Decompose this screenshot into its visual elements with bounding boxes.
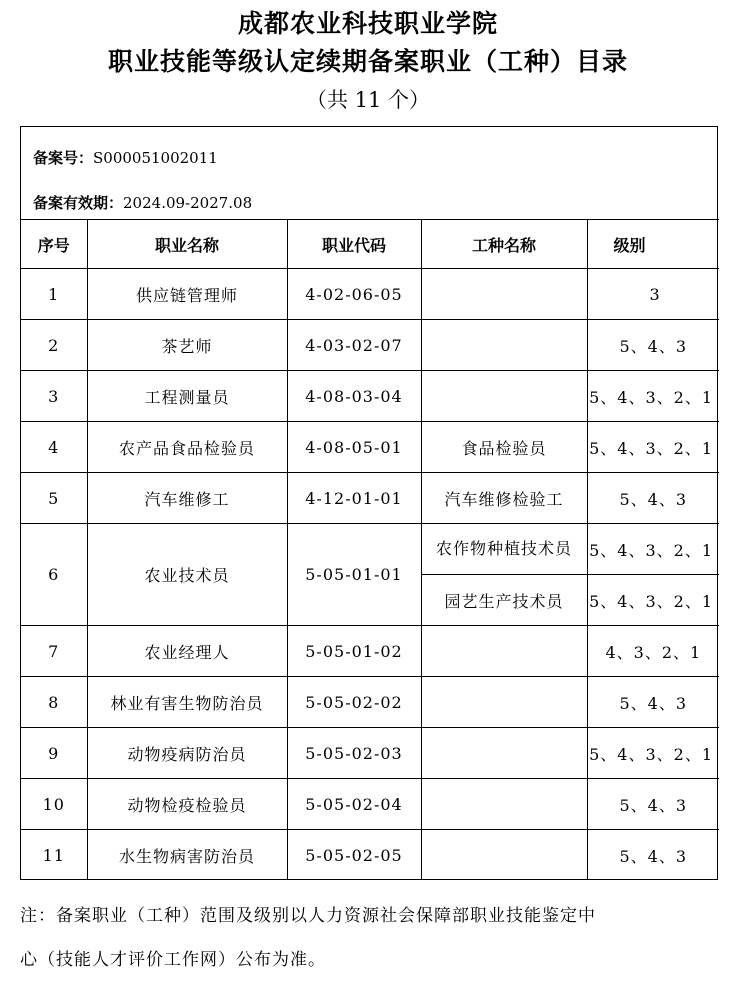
table-row [21, 269, 719, 320]
filing-validity-value: 2024.09-2027.08 [123, 194, 253, 212]
level: 5、4、3、2、1 [587, 524, 719, 575]
occupation-name: 农业经理人 [87, 626, 287, 677]
level: 5、4、3、2、1 [587, 728, 719, 779]
filing-validity [33, 192, 252, 213]
row-number: 9 [21, 728, 87, 779]
level: 4、3、2、1 [587, 626, 719, 677]
row-number: 7 [21, 626, 87, 677]
trade-name [421, 269, 587, 320]
table-row [21, 473, 719, 524]
row-number: 3 [21, 371, 87, 422]
level: 3 [587, 269, 719, 320]
row-number: 8 [21, 677, 87, 728]
footnote-line-1: 注：备案职业（工种）范围及级别以人力资源社会保障部职业技能鉴定中 [20, 906, 596, 926]
occupation-code: 4-03-02-07 [287, 320, 421, 371]
row-number: 11 [21, 830, 87, 881]
occupation-name: 水生物病害防治员 [87, 830, 287, 881]
item-count: （共 11 个） [305, 88, 431, 112]
table-row [21, 524, 719, 575]
document-title: 成都农业科技职业学院 [237, 9, 498, 38]
table-row [21, 626, 719, 677]
filing-number-label: 备案号： [33, 149, 94, 167]
occupation-code: 4-08-03-04 [287, 371, 421, 422]
table-row [21, 320, 719, 371]
table-row [21, 422, 719, 473]
trade-name [421, 626, 587, 677]
row-number: 4 [21, 422, 87, 473]
occupation-code: 4-02-06-05 [287, 269, 421, 320]
row-number: 2 [21, 320, 87, 371]
level: 5、4、3、2、1 [587, 575, 719, 626]
trade-name [421, 677, 587, 728]
occupation-name: 茶艺师 [87, 320, 287, 371]
table-header-row [21, 220, 719, 269]
level: 5、4、3 [587, 677, 719, 728]
occupation-code: 5-05-02-04 [287, 779, 421, 830]
footnote-line-2: 心（技能人才评价工作网）公布为准。 [20, 950, 326, 970]
table-row [21, 728, 719, 779]
table-row [21, 371, 719, 422]
occupation-name: 林业有害生物防治员 [87, 677, 287, 728]
level: 5、4、3 [587, 779, 719, 830]
trade-name [421, 830, 587, 881]
col-header-no: 序号 [21, 220, 87, 269]
col-header-trade: 工种名称 [421, 220, 587, 269]
table-row [21, 830, 719, 881]
occupation-name: 工程测量员 [87, 371, 287, 422]
occupation-code: 5-05-02-03 [287, 728, 421, 779]
occupation-name: 农产品食品检验员 [87, 422, 287, 473]
row-number: 1 [21, 269, 87, 320]
document-subtitle: 职业技能等级认定续期备案职业（工种）目录 [107, 47, 628, 76]
trade-name [421, 371, 587, 422]
occupation-name: 动物疫病防治员 [87, 728, 287, 779]
filing-number-value: S000051002011 [93, 149, 218, 167]
occupation-name: 动物检疫检验员 [87, 779, 287, 830]
catalog-frame [20, 126, 718, 880]
col-header-level: 级别 [587, 220, 719, 269]
occupation-code: 5-05-02-02 [287, 677, 421, 728]
table-row [21, 779, 719, 830]
row-number: 6 [21, 524, 87, 626]
level: 5、4、3 [587, 830, 719, 881]
trade-name [421, 779, 587, 830]
col-header-name: 职业名称 [87, 220, 287, 269]
level: 5、4、3 [587, 320, 719, 371]
filing-info [21, 127, 717, 219]
occupation-code: 4-12-01-01 [287, 473, 421, 524]
row-number: 10 [21, 779, 87, 830]
table-row [21, 677, 719, 728]
occupation-table [21, 219, 719, 880]
trade-name [421, 728, 587, 779]
level: 5、4、3、2、1 [587, 371, 719, 422]
occupation-name: 供应链管理师 [87, 269, 287, 320]
trade-name: 食品检验员 [421, 422, 587, 473]
filing-validity-label: 备案有效期： [33, 194, 124, 212]
trade-name: 农作物种植技术员 [421, 524, 587, 575]
trade-name: 园艺生产技术员 [421, 575, 587, 626]
occupation-name: 汽车维修工 [87, 473, 287, 524]
occupation-code: 5-05-02-05 [287, 830, 421, 881]
filing-number [33, 147, 218, 168]
occupation-code: 5-05-01-01 [287, 524, 421, 626]
trade-name: 汽车维修检验工 [421, 473, 587, 524]
occupation-code: 4-08-05-01 [287, 422, 421, 473]
occupation-name: 农业技术员 [87, 524, 287, 626]
level: 5、4、3 [587, 473, 719, 524]
occupation-code: 5-05-01-02 [287, 626, 421, 677]
level: 5、4、3、2、1 [587, 422, 719, 473]
row-number: 5 [21, 473, 87, 524]
col-header-code: 职业代码 [287, 220, 421, 269]
table-body [21, 269, 719, 881]
trade-name [421, 320, 587, 371]
